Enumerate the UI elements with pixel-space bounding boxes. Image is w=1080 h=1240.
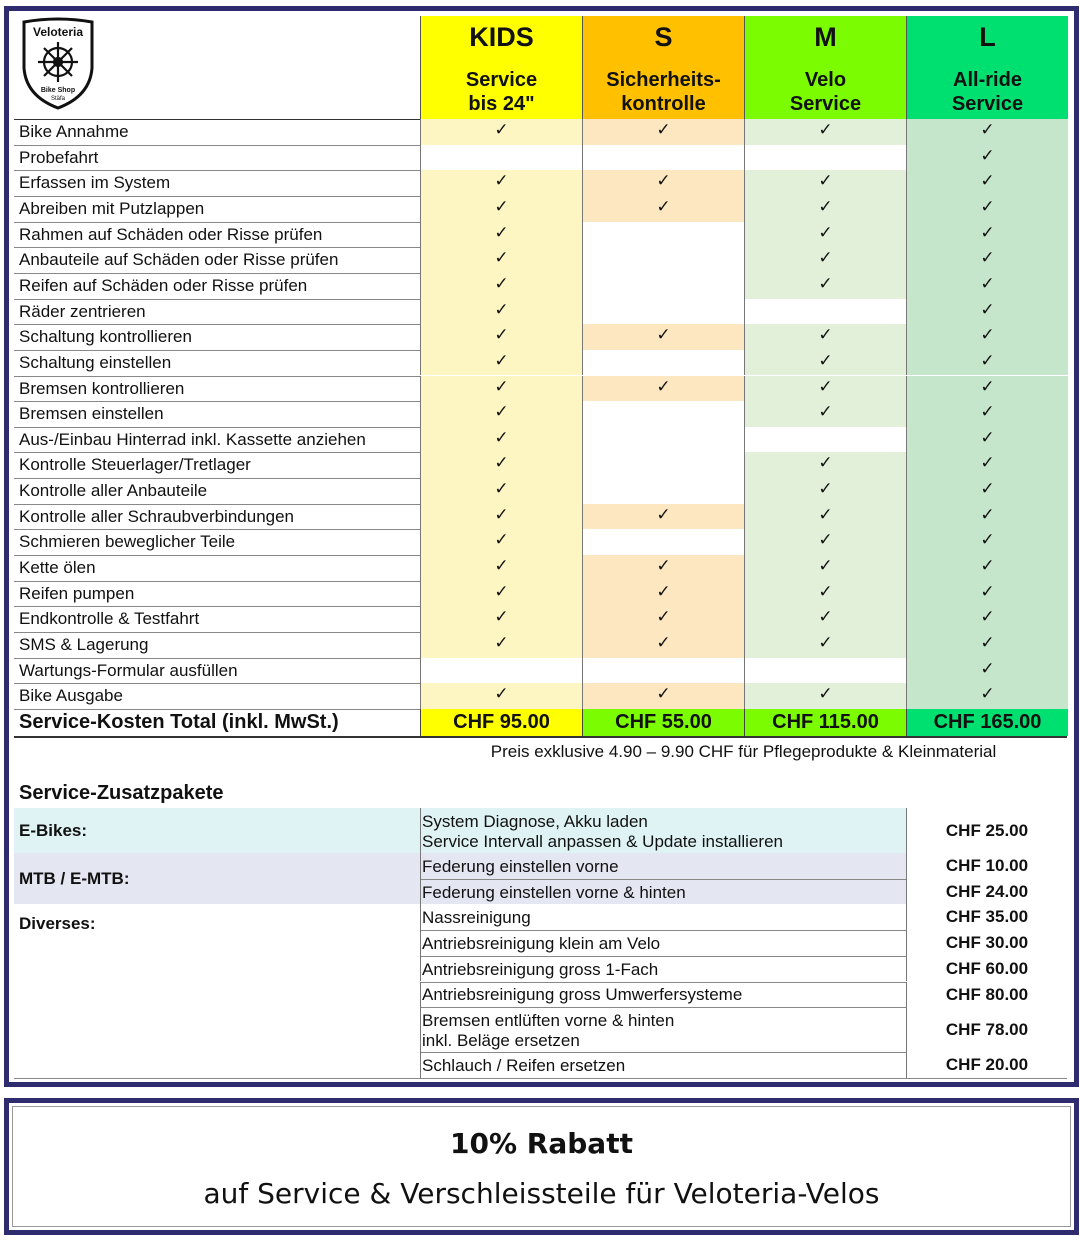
checkmark-icon: ✓	[980, 504, 995, 524]
check-cell	[582, 529, 744, 555]
checkmark-icon: ✓	[980, 607, 995, 627]
check-cell	[420, 452, 582, 478]
extras-item: Schlauch / Reifen ersetzen	[420, 1052, 906, 1078]
column-header-l	[906, 16, 1068, 120]
check-cell	[420, 529, 582, 555]
check-cell	[744, 196, 906, 222]
checkmark-icon: ✓	[818, 120, 833, 139]
checkmark-icon: ✓	[980, 581, 995, 601]
check-cell	[582, 273, 744, 299]
checkmark-icon: ✓	[656, 581, 671, 601]
check-cell	[906, 222, 1068, 248]
check-cell	[744, 658, 906, 684]
price-note: Preis exklusive 4.90 – 9.90 CHF für Pflegeprodukte & Kleinmaterial	[490, 742, 997, 761]
check-cell	[744, 504, 906, 530]
checkmark-icon: ✓	[818, 222, 833, 242]
checkmark-icon: ✓	[980, 376, 995, 396]
check-cell	[744, 247, 906, 273]
extras-row-divider	[14, 1078, 1067, 1079]
checkmark-icon: ✓	[494, 299, 509, 319]
check-cell	[420, 376, 582, 402]
checkmark-icon: ✓	[656, 171, 671, 191]
checkmark-icon: ✓	[818, 248, 833, 268]
check-cell	[582, 350, 744, 376]
check-cell	[744, 350, 906, 376]
checkmark-icon: ✓	[818, 453, 833, 473]
extras-item: Nassreinigung	[420, 904, 906, 930]
total-price: CHF 55.00	[582, 709, 744, 736]
check-cell	[582, 504, 744, 530]
check-cell	[420, 555, 582, 581]
check-cell	[744, 555, 906, 581]
extras-item: System Diagnose, Akku laden Service Intervall anpassen & Update installieren	[420, 808, 906, 853]
checkmark-icon: ✓	[494, 479, 509, 499]
row-label: Schmieren beweglicher Teile	[19, 532, 236, 552]
checkmark-icon: ✓	[818, 530, 833, 550]
check-cell	[744, 299, 906, 325]
checkmark-icon: ✓	[818, 633, 833, 652]
extras-item: Antriebsreinigung gross 1-Fach	[420, 956, 906, 982]
check-cell	[906, 452, 1068, 478]
check-cell	[906, 581, 1068, 607]
check-cell	[906, 606, 1068, 632]
checkmark-icon: ✓	[818, 504, 833, 524]
checkmark-icon: ✓	[656, 607, 671, 627]
column-title: All-ride Service	[951, 69, 1024, 115]
checkmark-icon: ✓	[818, 196, 833, 216]
check-cell	[420, 324, 582, 350]
check-cell	[582, 555, 744, 581]
check-cell	[906, 299, 1068, 325]
check-cell	[582, 427, 744, 453]
checkmark-icon: ✓	[494, 350, 509, 370]
row-label: Abreiben mit Putzlappen	[19, 198, 205, 218]
row-label: Aus-/Einbau Hinterrad inkl. Kassette anziehen	[19, 429, 366, 449]
extras-item-price: CHF 30.00	[906, 930, 1067, 956]
row-label: Reifen pumpen	[19, 583, 135, 603]
column-title: Service bis 24"	[465, 69, 538, 115]
check-cell	[420, 119, 582, 145]
check-cell	[582, 683, 744, 709]
check-cell	[744, 683, 906, 709]
row-label: Bike Ausgabe	[19, 686, 123, 706]
logo-name: Veloteria	[32, 25, 84, 39]
row-label: Schaltung einstellen	[19, 352, 172, 372]
check-cell	[420, 581, 582, 607]
checkmark-icon: ✓	[656, 120, 671, 139]
extras-item-price: CHF 80.00	[906, 982, 1067, 1008]
check-cell	[582, 376, 744, 402]
checkmark-icon: ✓	[494, 530, 509, 550]
extras-group-label: E-Bikes:	[19, 821, 88, 840]
column-header-s	[582, 16, 744, 120]
checkmark-icon: ✓	[494, 376, 509, 396]
column-header-m	[744, 16, 906, 120]
checkmark-icon: ✓	[494, 248, 509, 268]
column-code: S	[654, 22, 673, 52]
checkmark-icon: ✓	[818, 376, 833, 396]
checkmark-icon: ✓	[980, 633, 995, 652]
checkmark-icon: ✓	[494, 120, 509, 139]
checkmark-icon: ✓	[656, 196, 671, 216]
row-label: Wartungs-Formular ausfüllen	[19, 660, 238, 680]
row-label: Kontrolle Steuerlager/Tretlager	[19, 455, 251, 475]
extras-item: Antriebsreinigung gross Umwerfersysteme	[420, 982, 906, 1008]
checkmark-icon: ✓	[494, 633, 509, 652]
checkmark-icon: ✓	[980, 453, 995, 473]
checkmark-icon: ✓	[494, 607, 509, 627]
checkmark-icon: ✓	[494, 556, 509, 576]
veloteria-logo	[18, 16, 98, 112]
discount-title: 10% Rabatt	[450, 1127, 633, 1160]
extras-item-price: CHF 24.00	[906, 879, 1067, 905]
checkmark-icon: ✓	[818, 556, 833, 576]
checkmark-icon: ✓	[980, 658, 995, 678]
column-code: KIDS	[469, 22, 534, 52]
extras-group-label: Diverses:	[19, 914, 96, 934]
check-cell	[906, 273, 1068, 299]
extras-item-price: CHF 78.00	[906, 1007, 1067, 1052]
checkmark-icon: ✓	[494, 196, 509, 216]
checkmark-icon: ✓	[656, 504, 671, 524]
check-cell	[420, 273, 582, 299]
check-cell	[906, 427, 1068, 453]
checkmark-icon: ✓	[494, 427, 509, 447]
checkmark-icon: ✓	[980, 273, 995, 293]
checkmark-icon: ✓	[980, 530, 995, 550]
extras-item: Federung einstellen vorne & hinten	[420, 879, 906, 905]
check-cell	[582, 452, 744, 478]
row-label: Reifen auf Schäden oder Risse prüfen	[19, 275, 308, 295]
checkmark-icon: ✓	[980, 120, 995, 139]
total-price: CHF 115.00	[744, 709, 906, 736]
check-cell	[420, 606, 582, 632]
checkmark-icon: ✓	[656, 325, 671, 345]
row-label: Räder zentrieren	[19, 301, 146, 321]
check-cell	[744, 529, 906, 555]
checkmark-icon: ✓	[980, 196, 995, 216]
check-cell	[906, 350, 1068, 376]
check-cell	[744, 324, 906, 350]
checkmark-icon: ✓	[494, 684, 509, 704]
check-cell	[906, 683, 1068, 709]
check-cell	[744, 222, 906, 248]
checkmark-icon: ✓	[980, 171, 995, 191]
row-label: Bremsen kontrollieren	[19, 378, 185, 398]
check-cell	[744, 273, 906, 299]
check-cell	[582, 247, 744, 273]
checkmark-icon: ✓	[494, 581, 509, 601]
check-cell	[420, 170, 582, 196]
extras-item-price: CHF 35.00	[906, 904, 1067, 930]
row-label: Bike Annahme	[19, 122, 129, 141]
row-label: Anbauteile auf Schäden oder Risse prüfen	[19, 250, 339, 270]
row-label: SMS & Lagerung	[19, 635, 149, 654]
check-cell	[582, 632, 744, 658]
check-cell	[582, 145, 744, 171]
extras-item: Bremsen entlüften vorne & hinten inkl. Beläge ersetzen	[420, 1007, 906, 1052]
check-cell	[744, 452, 906, 478]
check-cell	[906, 658, 1068, 684]
row-label: Endkontrolle & Testfahrt	[19, 609, 200, 629]
check-cell	[744, 170, 906, 196]
checkmark-icon: ✓	[494, 171, 509, 191]
check-cell	[906, 401, 1068, 427]
checkmark-icon: ✓	[494, 273, 509, 293]
check-cell	[420, 504, 582, 530]
check-cell	[744, 427, 906, 453]
row-label: Rahmen auf Schäden oder Risse prüfen	[19, 224, 323, 244]
checkmark-icon: ✓	[980, 479, 995, 499]
checkmark-icon: ✓	[980, 402, 995, 422]
check-cell	[420, 658, 582, 684]
checkmark-icon: ✓	[980, 299, 995, 319]
check-cell	[906, 376, 1068, 402]
check-cell	[906, 504, 1068, 530]
column-code: M	[814, 22, 837, 52]
total-divider	[14, 736, 1067, 738]
checkmark-icon: ✓	[818, 350, 833, 370]
check-cell	[906, 145, 1068, 171]
checkmark-icon: ✓	[818, 684, 833, 704]
check-cell	[582, 606, 744, 632]
check-cell	[582, 478, 744, 504]
checkmark-icon: ✓	[494, 504, 509, 524]
extras-item-price: CHF 25.00	[906, 808, 1067, 853]
checkmark-icon: ✓	[494, 325, 509, 345]
extras-item-price: CHF 20.00	[906, 1052, 1067, 1078]
checkmark-icon: ✓	[980, 248, 995, 268]
checkmark-icon: ✓	[656, 556, 671, 576]
check-cell	[420, 196, 582, 222]
checkmark-icon: ✓	[980, 145, 995, 165]
check-cell	[582, 401, 744, 427]
extras-title: Service-Zusatzpakete	[19, 782, 224, 804]
check-cell	[906, 555, 1068, 581]
check-cell	[420, 350, 582, 376]
column-title: Velo Service	[789, 69, 862, 115]
check-cell	[744, 376, 906, 402]
total-label: Service-Kosten Total (inkl. MwSt.)	[19, 710, 339, 733]
check-cell	[906, 632, 1068, 658]
check-cell	[744, 145, 906, 171]
check-cell	[420, 683, 582, 709]
column-header-kids	[420, 16, 582, 120]
checkmark-icon: ✓	[494, 222, 509, 242]
column-title: Sicherheits- kontrolle	[606, 69, 721, 115]
check-cell	[582, 658, 744, 684]
extras-item-price: CHF 60.00	[906, 956, 1067, 982]
check-cell	[420, 299, 582, 325]
discount-text: auf Service & Verschleissteile für Veloteria-Velos	[203, 1177, 880, 1210]
check-cell	[420, 145, 582, 171]
checkmark-icon: ✓	[980, 350, 995, 370]
row-label: Schaltung kontrollieren	[19, 327, 192, 347]
check-cell	[420, 247, 582, 273]
check-cell	[582, 324, 744, 350]
check-cell	[744, 119, 906, 145]
row-label: Kontrolle aller Anbauteile	[19, 481, 208, 501]
checkmark-icon: ✓	[818, 171, 833, 191]
row-label: Erfassen im System	[19, 173, 171, 193]
checkmark-icon: ✓	[980, 556, 995, 576]
check-cell	[906, 170, 1068, 196]
check-cell	[744, 478, 906, 504]
checkmark-icon: ✓	[980, 427, 995, 447]
check-cell	[582, 170, 744, 196]
extras-group-label: MTB / E-MTB:	[19, 869, 130, 888]
check-cell	[582, 222, 744, 248]
checkmark-icon: ✓	[494, 402, 509, 422]
checkmark-icon: ✓	[818, 607, 833, 627]
discount-box	[4, 1098, 1079, 1235]
check-cell	[744, 401, 906, 427]
check-cell	[582, 196, 744, 222]
check-cell	[906, 478, 1068, 504]
check-cell	[420, 632, 582, 658]
total-price: CHF 95.00	[420, 709, 582, 736]
checkmark-icon: ✓	[818, 581, 833, 601]
extras-item: Federung einstellen vorne	[420, 853, 906, 879]
extras-item-price: CHF 10.00	[906, 853, 1067, 879]
check-cell	[744, 581, 906, 607]
check-cell	[744, 606, 906, 632]
check-cell	[420, 478, 582, 504]
check-cell	[906, 196, 1068, 222]
checkmark-icon: ✓	[656, 684, 671, 704]
row-label: Bremsen einstellen	[19, 404, 164, 424]
check-cell	[582, 299, 744, 325]
row-label: Probefahrt	[19, 147, 99, 167]
row-label: Kette ölen	[19, 558, 96, 578]
check-cell	[420, 401, 582, 427]
check-cell	[582, 581, 744, 607]
check-cell	[582, 119, 744, 145]
extras-item: Antriebsreinigung klein am Velo	[420, 930, 906, 956]
checkmark-icon: ✓	[818, 402, 833, 422]
checkmark-icon: ✓	[818, 325, 833, 345]
check-cell	[420, 427, 582, 453]
logo-sub: Bike Shop	[40, 87, 76, 94]
checkmark-icon: ✓	[656, 376, 671, 396]
checkmark-icon: ✓	[818, 273, 833, 293]
checkmark-icon: ✓	[494, 453, 509, 473]
check-cell	[420, 222, 582, 248]
check-cell	[906, 119, 1068, 145]
check-cell	[906, 324, 1068, 350]
column-code: L	[979, 22, 996, 52]
row-label: Kontrolle aller Schraubverbindungen	[19, 506, 295, 526]
check-cell	[906, 529, 1068, 555]
checkmark-icon: ✓	[818, 479, 833, 499]
check-cell	[744, 632, 906, 658]
checkmark-icon: ✓	[656, 633, 671, 652]
checkmark-icon: ✓	[980, 222, 995, 242]
logo-place: Stäfa	[50, 96, 66, 102]
checkmark-icon: ✓	[980, 325, 995, 345]
check-cell	[906, 247, 1068, 273]
checkmark-icon: ✓	[980, 684, 995, 704]
total-price: CHF 165.00	[906, 709, 1068, 736]
